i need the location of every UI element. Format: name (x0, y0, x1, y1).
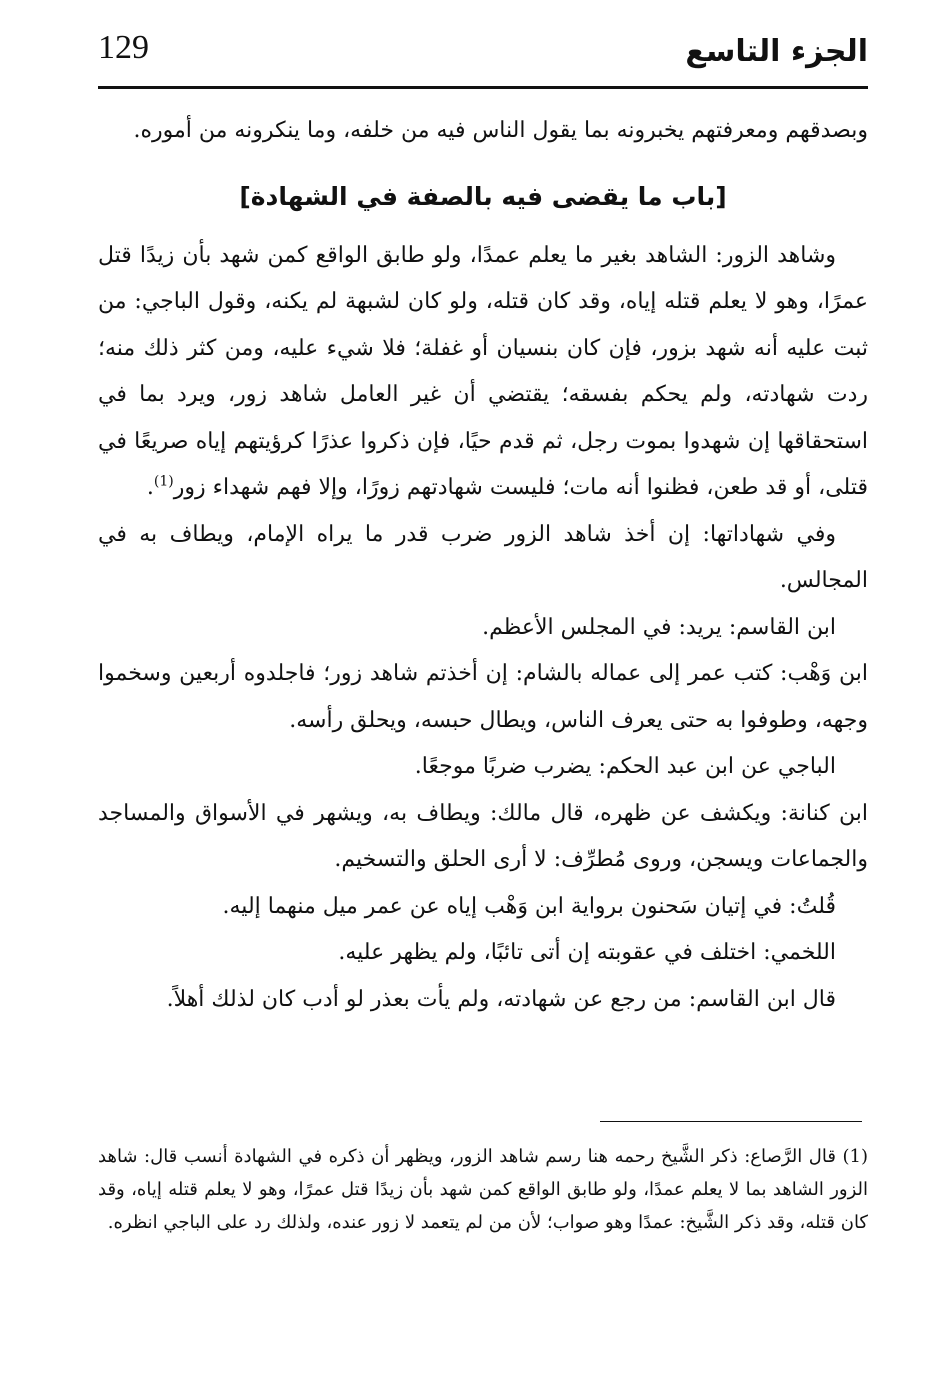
paragraph-text: وشاهد الزور: الشاهد بغير ما يعلم عمدًا، ولو طابق الواقع كمن شهد بأن زيدًا قتل عمرًا، وهو لا يعلم قتله إياه، وقد كان قتله، ولو كان لشبهة لم يكنه، وقول الباجي: من ثبت عليه أنه شهد بزور، فإن كان بنسيان أو غفلة؛ فلا شيء عليه، ومن كثر ذلك منه؛ ردت شهادته، ولم يحكم بفسقه؛ يقتضي أن غير العامل شاهد زور، ويرد بما في استحقاقها إن شهدوا بموت رجل، ثم قدم حيًا، فإن ذكروا عذرًا كرؤيتهم إياه صريعًا في قتلى، أو قد طعن، فظنوا أنه مات؛ فليست شهادتهم زورًا، وإلا فهم شهداء زور (98, 242, 868, 500)
paragraph-text: ابن كنانة: ويكشف عن ظهره، قال مالك: ويطاف به، ويشهر في الأسواق والمساجد والجماعات ويسجن، وروى مُطرِّف: لا أرى الحلق والتسخيم. (98, 800, 868, 872)
page-header (98, 24, 868, 80)
intro-paragraph: وبصدقهم ومعرفتهم يخبرونه بما يقول الناس فيه من خلفه، وما ينكرونه من أموره. (133, 118, 868, 143)
main-text (98, 108, 868, 1023)
footnote-reference[interactable]: (1) (153, 473, 174, 490)
paragraph-text: الباجي عن ابن عبد الحكم: يضرب ضربًا موجعًا. (414, 754, 836, 779)
paragraph-text: اللخمي: اختلف في عقوبته إن أتى تائبًا، ولم يظهر عليه. (338, 940, 836, 965)
footnote-item: (1) قال الرَّصاع: ذكر الشَّيخ رحمه هنا رسم شاهد الزور، ويظهر أن ذكره في الشهادة أنسب قال: شاهد الزور الشاهد بما لا يعلم عمدًا، ولو طابق الواقع كمن شهد بأن زيدًا قتل عمرًا، وهو لا يعلم قتله إياه، وقد كان قتله، وقد ذكر الشَّيخ: عمدًا وهو صواب؛ لأن من لم يتعمد لا زور عنده، ولذلك رد على الباجي انظره. (98, 1146, 868, 1233)
running-title: الجزء التاسع (685, 34, 868, 69)
footnotes (98, 1140, 868, 1239)
chapter-heading: [باب ما يقضى فيه بالصفة في الشهادة] (239, 181, 727, 211)
paragraph-end-mark: . (146, 475, 154, 500)
footnote-divider (600, 1121, 862, 1122)
page-number: 129 (98, 29, 149, 66)
paragraph-text: وفي شهاداتها: إن أخذ شاهد الزور ضرب قدر ما يراه الإمام، ويطاف به في المجالس. (98, 521, 868, 593)
paragraph-text: ابن وَهْب: كتب عمر إلى عماله بالشام: إن أخذتم شاهد زور؛ فاجلدوه أربعين وسخموا وجهه، وطوفوا به حتى يعرف الناس، ويطال حبسه، ويحلق رأسه. (98, 661, 868, 733)
paragraph-text: قال ابن القاسم: من رجع عن شهادته، ولم يأت بعذر لو أدب كان لذلك أهلاً. (166, 986, 836, 1012)
header-divider (98, 86, 868, 89)
paragraph-text: قُلتُ: في إتيان سَحنون برواية ابن وَهْب إياه عن عمر ميل منهما إليه. (222, 893, 836, 919)
paragraph-false-witness (98, 233, 868, 512)
paragraph-text: ابن القاسم: يريد: في المجلس الأعظم. (482, 614, 836, 640)
